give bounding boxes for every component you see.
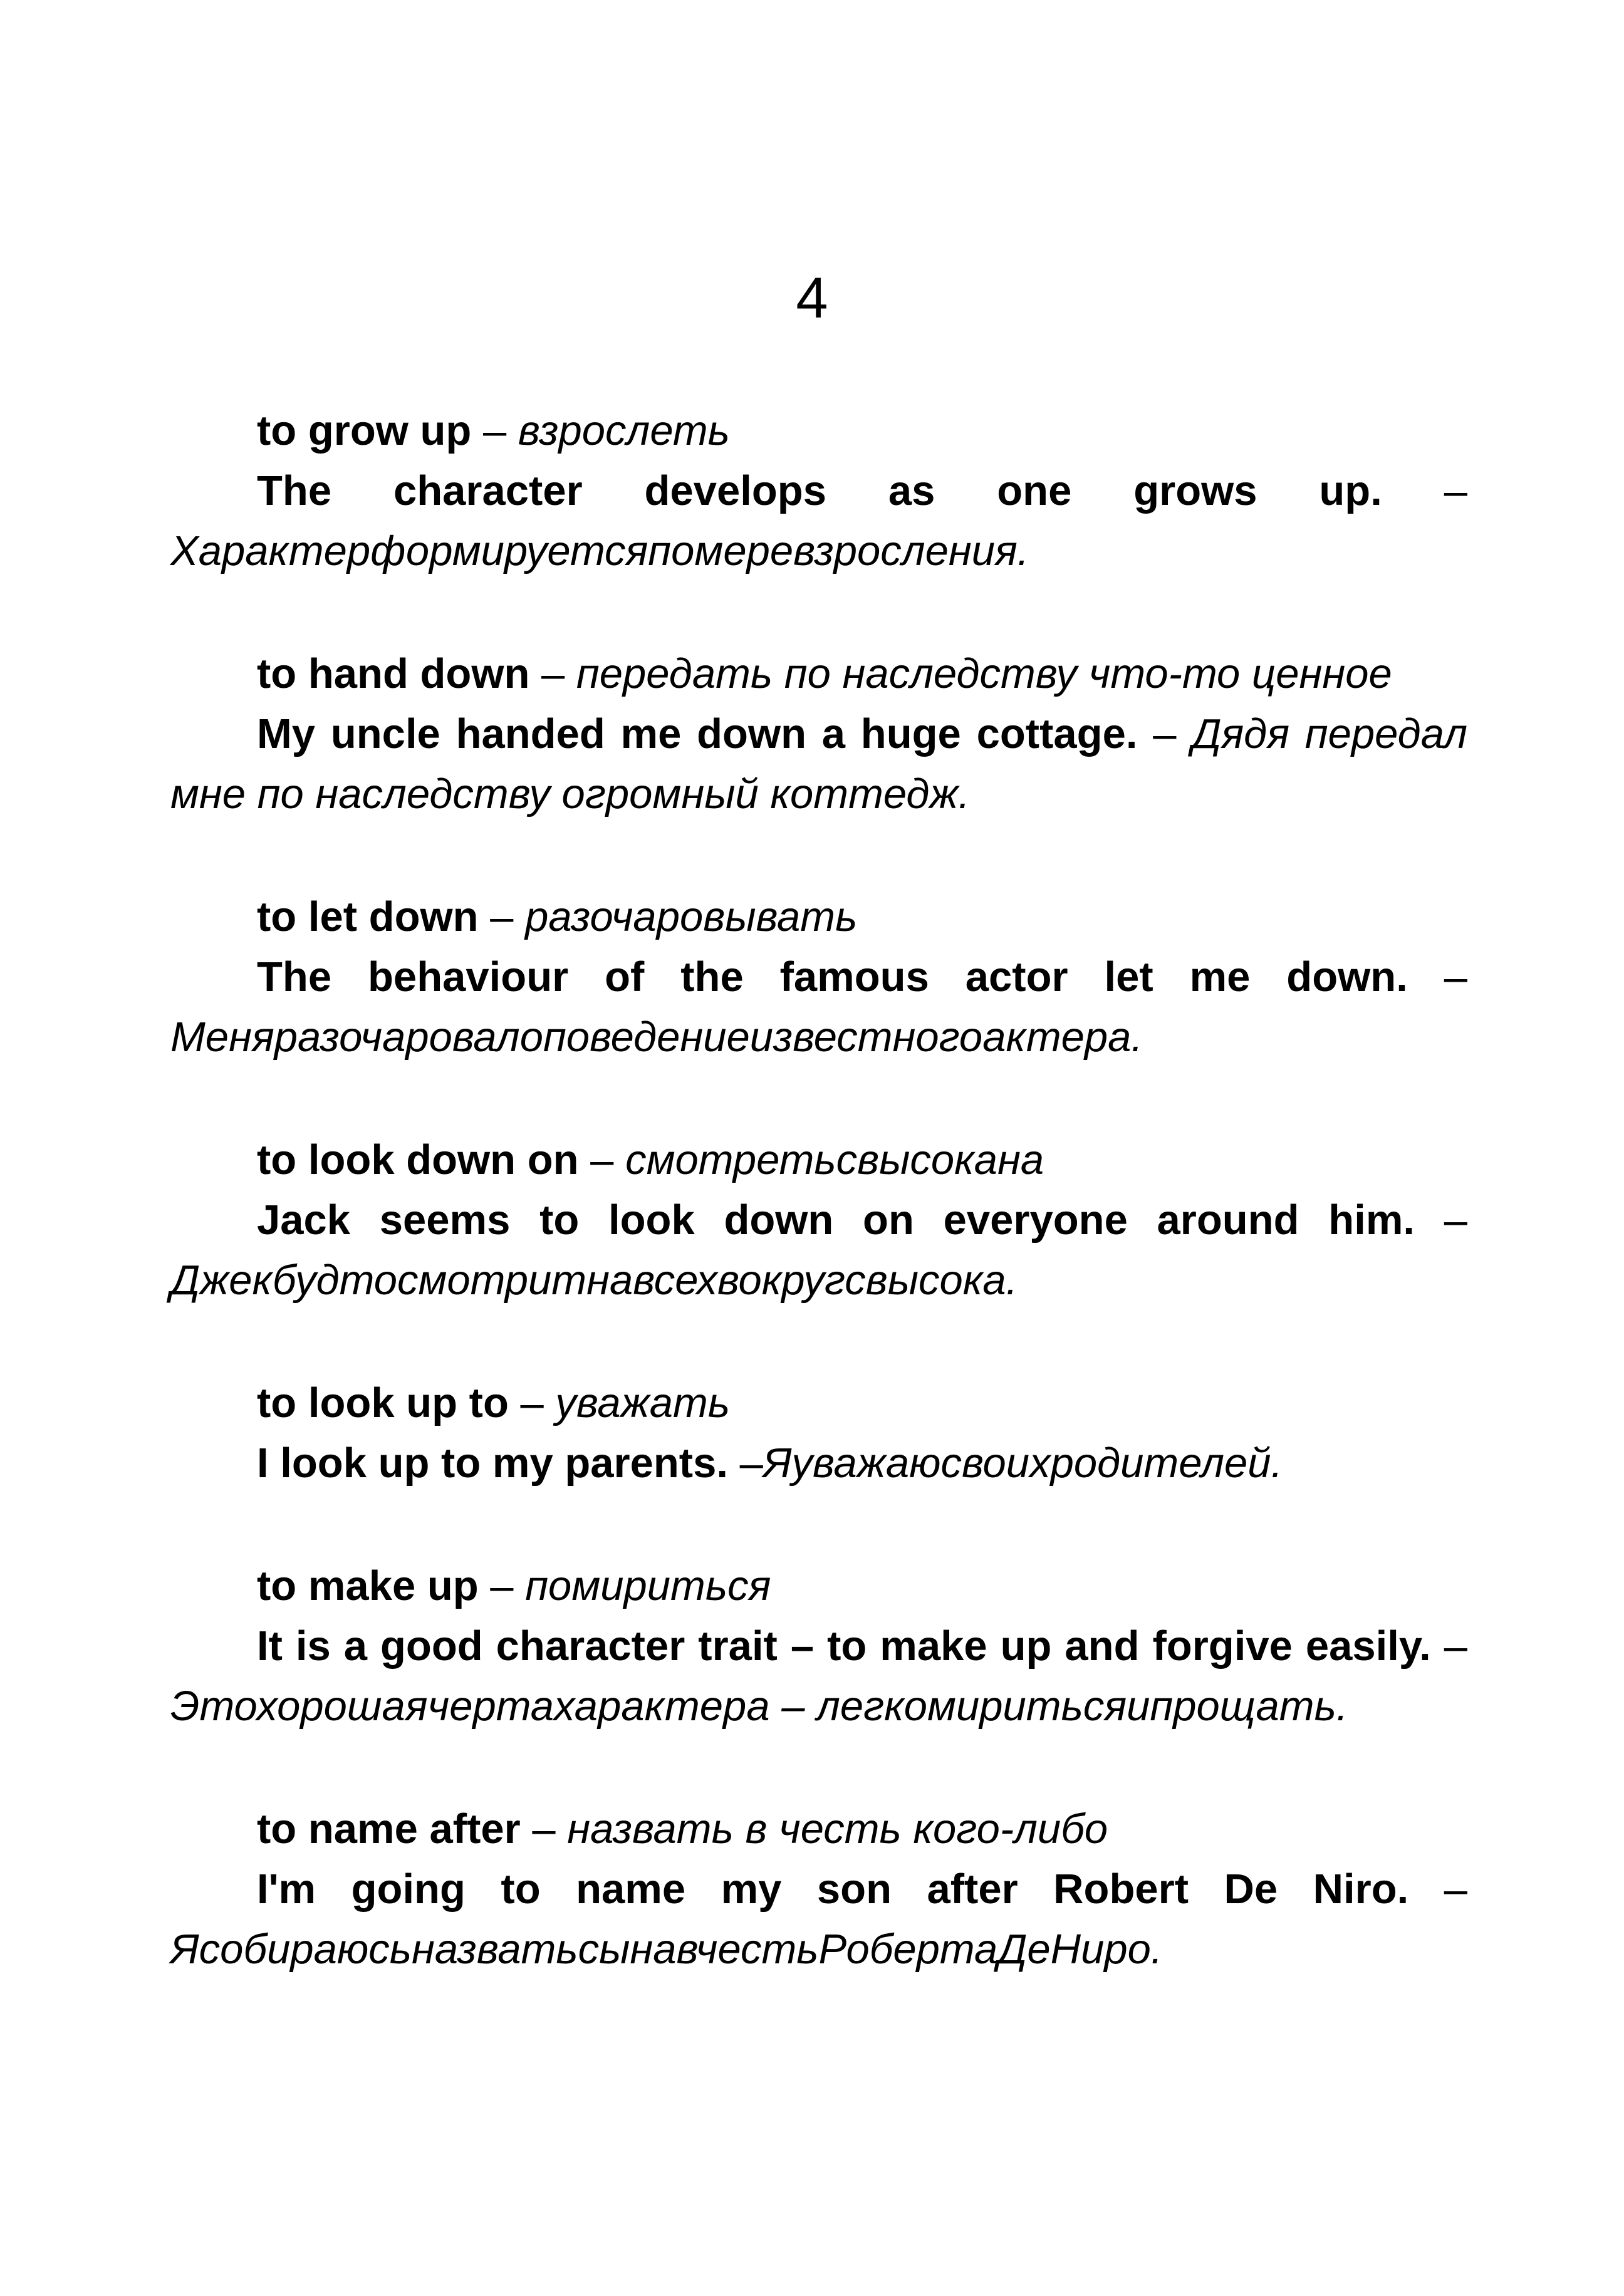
entry-example: I look up to my parents. –Яуважаюсвоихродителей. — [257, 1440, 1283, 1487]
example-english: The character develops as one grows up. — [257, 467, 1382, 514]
entry-example: The behaviour of the famous actor let me down. – Меняразочаровалоповедениеизвестногоактера. — [170, 953, 1467, 1061]
entry-translation: уважать — [555, 1379, 731, 1426]
entry-translation: разочаровывать — [525, 893, 858, 940]
list-item — [170, 401, 1467, 581]
list-item — [170, 1556, 1467, 1737]
example-english: The behaviour of the famous actor let me down. — [257, 953, 1408, 1000]
entry-heading: to let down – разочаровывать — [257, 893, 858, 940]
entry-heading: to look down on – смотретьсвысокана — [257, 1136, 1044, 1183]
entry-example: I'm going to name my son after Robert De Niro. – ЯсобираюсьназватьсынавчестьРобертаДеНиро. — [170, 1866, 1467, 1973]
entry-heading: to grow up – взрослеть — [257, 407, 730, 454]
entry-term: to look down on — [257, 1136, 579, 1183]
example-english: Jack seems to look down on everyone around him. — [257, 1197, 1415, 1244]
entry-heading: to make up – помириться — [257, 1562, 771, 1609]
page-number: 4 — [796, 266, 828, 330]
list-item — [170, 644, 1467, 824]
entry-example: It is a good character trait – to make up and forgive easily. – Этохорошаячертахарактера – легкомиритьсяипрощать. — [170, 1623, 1467, 1730]
entry-translation: назвать в честь кого-либо — [567, 1805, 1108, 1852]
example-english: My uncle handed me down a huge cottage. — [257, 710, 1138, 757]
entry-term: to make up — [257, 1562, 479, 1609]
entry-translation: передать по наследству что-то ценное — [576, 650, 1392, 697]
list-item — [170, 1130, 1467, 1311]
entry-example: My uncle handed me down a huge cottage. – Дядя передал мне по наследству огромный коттедж. — [170, 710, 1467, 818]
entry-term: to name after — [257, 1805, 521, 1852]
entry-heading: to hand down – передать по наследству что-то ценное — [257, 650, 1392, 697]
entry-heading: to look up to – уважать — [257, 1379, 731, 1426]
example-english: I look up to my parents. — [257, 1440, 728, 1487]
entry-translation: помириться — [525, 1562, 771, 1609]
entry-translation: взрослеть — [518, 407, 730, 454]
phrasal-verb-list — [170, 401, 1467, 2042]
entry-heading: to name after – назвать в честь кого-либо — [257, 1805, 1108, 1852]
list-item — [170, 887, 1467, 1067]
example-russian: Джекбудтосмотритнавсехвокругсвысока. — [170, 1257, 1018, 1304]
entry-term: to let down — [257, 893, 479, 940]
example-russian: Яуважаюсвоихродителей. — [763, 1440, 1283, 1487]
entry-term: to grow up — [257, 407, 472, 454]
entry-term: to look up to — [257, 1379, 509, 1426]
list-item — [170, 1799, 1467, 1980]
example-english: I'm going to name my son after Robert De Niro. — [257, 1866, 1409, 1913]
example-russian: ЯсобираюсьназватьсынавчестьРобертаДеНиро. — [170, 1926, 1163, 1973]
example-russian: Этохорошаячертахарактера – легкомиритьсяипрощать. — [170, 1683, 1348, 1730]
example-russian: Дядя передал мне по наследству огромный коттедж. — [170, 710, 1467, 818]
list-item — [170, 1373, 1467, 1493]
entry-example: Jack seems to look down on everyone around him. – Джекбудтосмотритнавсехвокругсвысока. — [170, 1197, 1467, 1304]
example-russian: Меняразочаровалоповедениеизвестногоактера. — [170, 1014, 1143, 1061]
entry-translation: смотретьсвысокана — [625, 1136, 1044, 1183]
example-english: It is a good character trait – to make up and forgive easily. — [257, 1623, 1431, 1670]
entry-term: to hand down — [257, 650, 530, 697]
entry-example: The character develops as one grows up. – Характерформируетсяпомеревзросления. — [170, 467, 1467, 574]
example-russian: Характерформируетсяпомеревзросления. — [170, 527, 1029, 574]
